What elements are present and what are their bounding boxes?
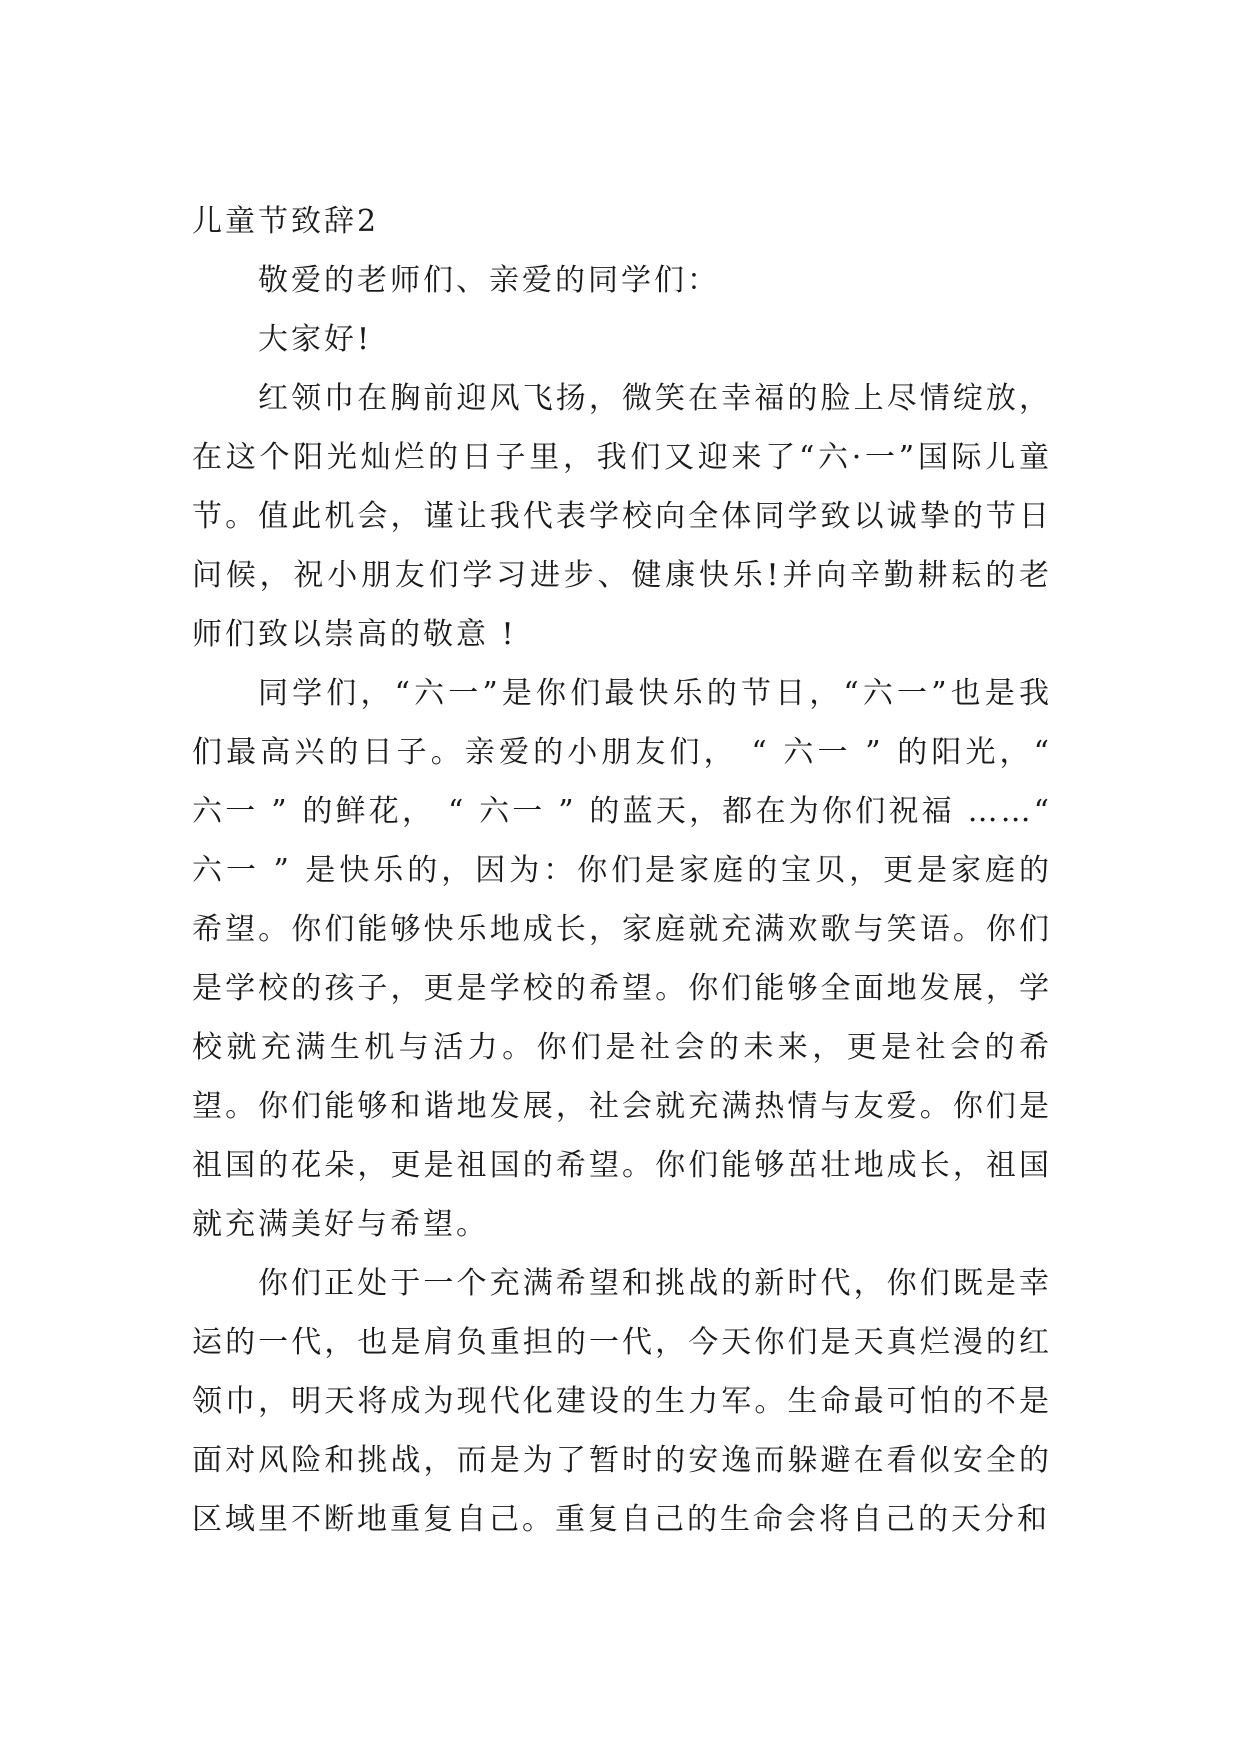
body-paragraph: 红领巾在胸前迎风飞扬，微笑在幸福的脸上尽情绽放，在这个阳光灿烂的日子里，我们又迎来了“六·一”国际儿童节。值此机会，谨让我代表学校向全体同学致以诚挚的节日问候，祝小朋友们学习进步、健康快乐!并向辛勤耕耘的老师们致以崇高的敬意 ! [192, 381, 1052, 652]
greeting-paragraph: 敬爱的老师们、亲爱的同学们： [258, 263, 720, 298]
document-title: 儿童节致辞2 [192, 204, 380, 239]
body-paragraph: 你们正处于一个充满希望和挑战的新时代，你们既是幸运的一代，也是肩负重担的一代，今天你们是天真烂漫的红领巾，明天将成为现代化建设的生力军。生命最可怕的不是面对风险和挑战，而是为了暂时的安逸而躲避在看似安全的区域里不断地重复自己。重复自己的生命会将自己的天分和 [192, 1266, 1052, 1537]
body-paragraph: 同学们，“六一”是你们最快乐的节日，“六一”也是我们最高兴的日子。亲爱的小朋友们， “ 六一 ” 的阳光，“ 六一 ” 的鲜花， “ 六一 ” 的蓝天，都在为你们祝福 ……“ 六一 ” 是快乐的，因为：你们是家庭的宝贝，更是家庭的希望。你们能够快乐地成长，家庭就充满欢歌与笑语。你们是学校的孩子，更是学校的希望。你们能够全面地发展，学校就充满生机与活力。你们是社会的未来，更是社会的希望。你们能够和谐地发展，社会就充满热情与友爱。你们是祖国的花朵，更是祖国的希望。你们能够茁壮地成长，祖国就充满美好与希望。 [192, 676, 1052, 1242]
document-body [192, 192, 1052, 1549]
salutation-paragraph: 大家好! [258, 322, 373, 357]
